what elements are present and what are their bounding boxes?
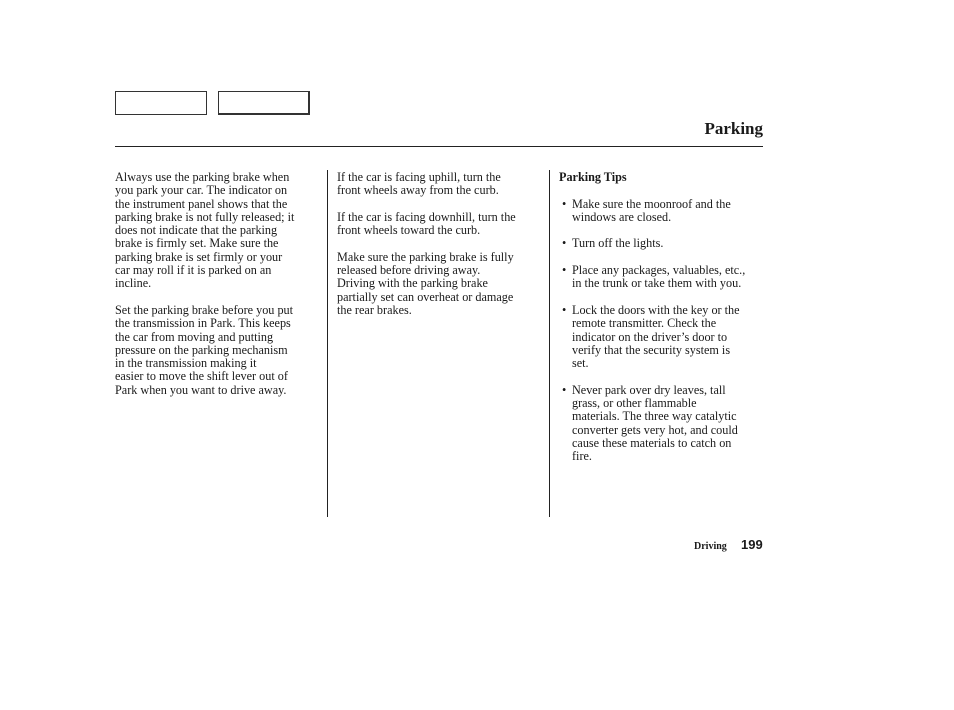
tip-text: Make sure the moonroof and the windows are closed. [572,196,731,224]
column-parking-tips [559,171,769,477]
tip-text: Never park over dry leaves, tall grass, or other flammable materials. The three way catalytic converter gets very hot, and could cause these materials to catch on fire. [572,382,738,464]
nav-next-button[interactable] [218,91,310,115]
nav-previous-button[interactable] [115,91,207,115]
tip-text: Place any packages, valuables, etc., in the trunk or take them with you. [572,263,746,291]
paragraph: If the car is facing uphill, turn the front wheels away from the curb. [337,170,501,198]
section-heading: Parking Tips [559,170,627,184]
list-item [559,264,769,291]
footer-section-label: Driving [694,541,727,552]
column-wheels [337,171,542,331]
column-divider [549,170,550,517]
bullet-icon: • [562,196,567,211]
list-item [559,198,769,225]
paragraph: Make sure the parking brake is fully released before driving away. Driving with the parking brake partially set can overheat or damage the rear brakes. [337,249,514,317]
tip-text: Lock the doors with the key or the remote transmitter. Check the indicator on the driver’s door to verify that the security system is set. [572,302,740,371]
list-item [559,304,769,370]
page-title: Parking [704,119,763,138]
bullet-icon: • [562,236,567,251]
paragraph: Always use the parking brake when you park your car. The indicator on the instrument panel shows that the parking brake is not fully released; it does not indicate that the parking brake is firmly set. Make sure the parking brake is set firmly or your car may roll if it is parked on an incline. [115,170,295,291]
page-number: 199 [741,537,763,552]
bullet-icon: • [562,263,567,278]
tips-list [559,198,769,464]
list-item [559,384,769,464]
paragraph: If the car is facing downhill, turn the front wheels toward the curb. [337,209,516,238]
tip-text: Turn off the lights. [572,236,664,251]
header-divider [115,146,763,147]
paragraph: Set the parking brake before you put the transmission in Park. This keeps the car from moving and putting pressure on the parking mechanism in the transmission making it easier to move the shift lever out of Park when you want to drive away. [115,302,294,397]
column-parking-brake [115,171,320,410]
bullet-icon: • [562,302,567,317]
list-item [559,237,769,250]
column-divider [327,170,328,517]
bullet-icon: • [562,382,567,397]
